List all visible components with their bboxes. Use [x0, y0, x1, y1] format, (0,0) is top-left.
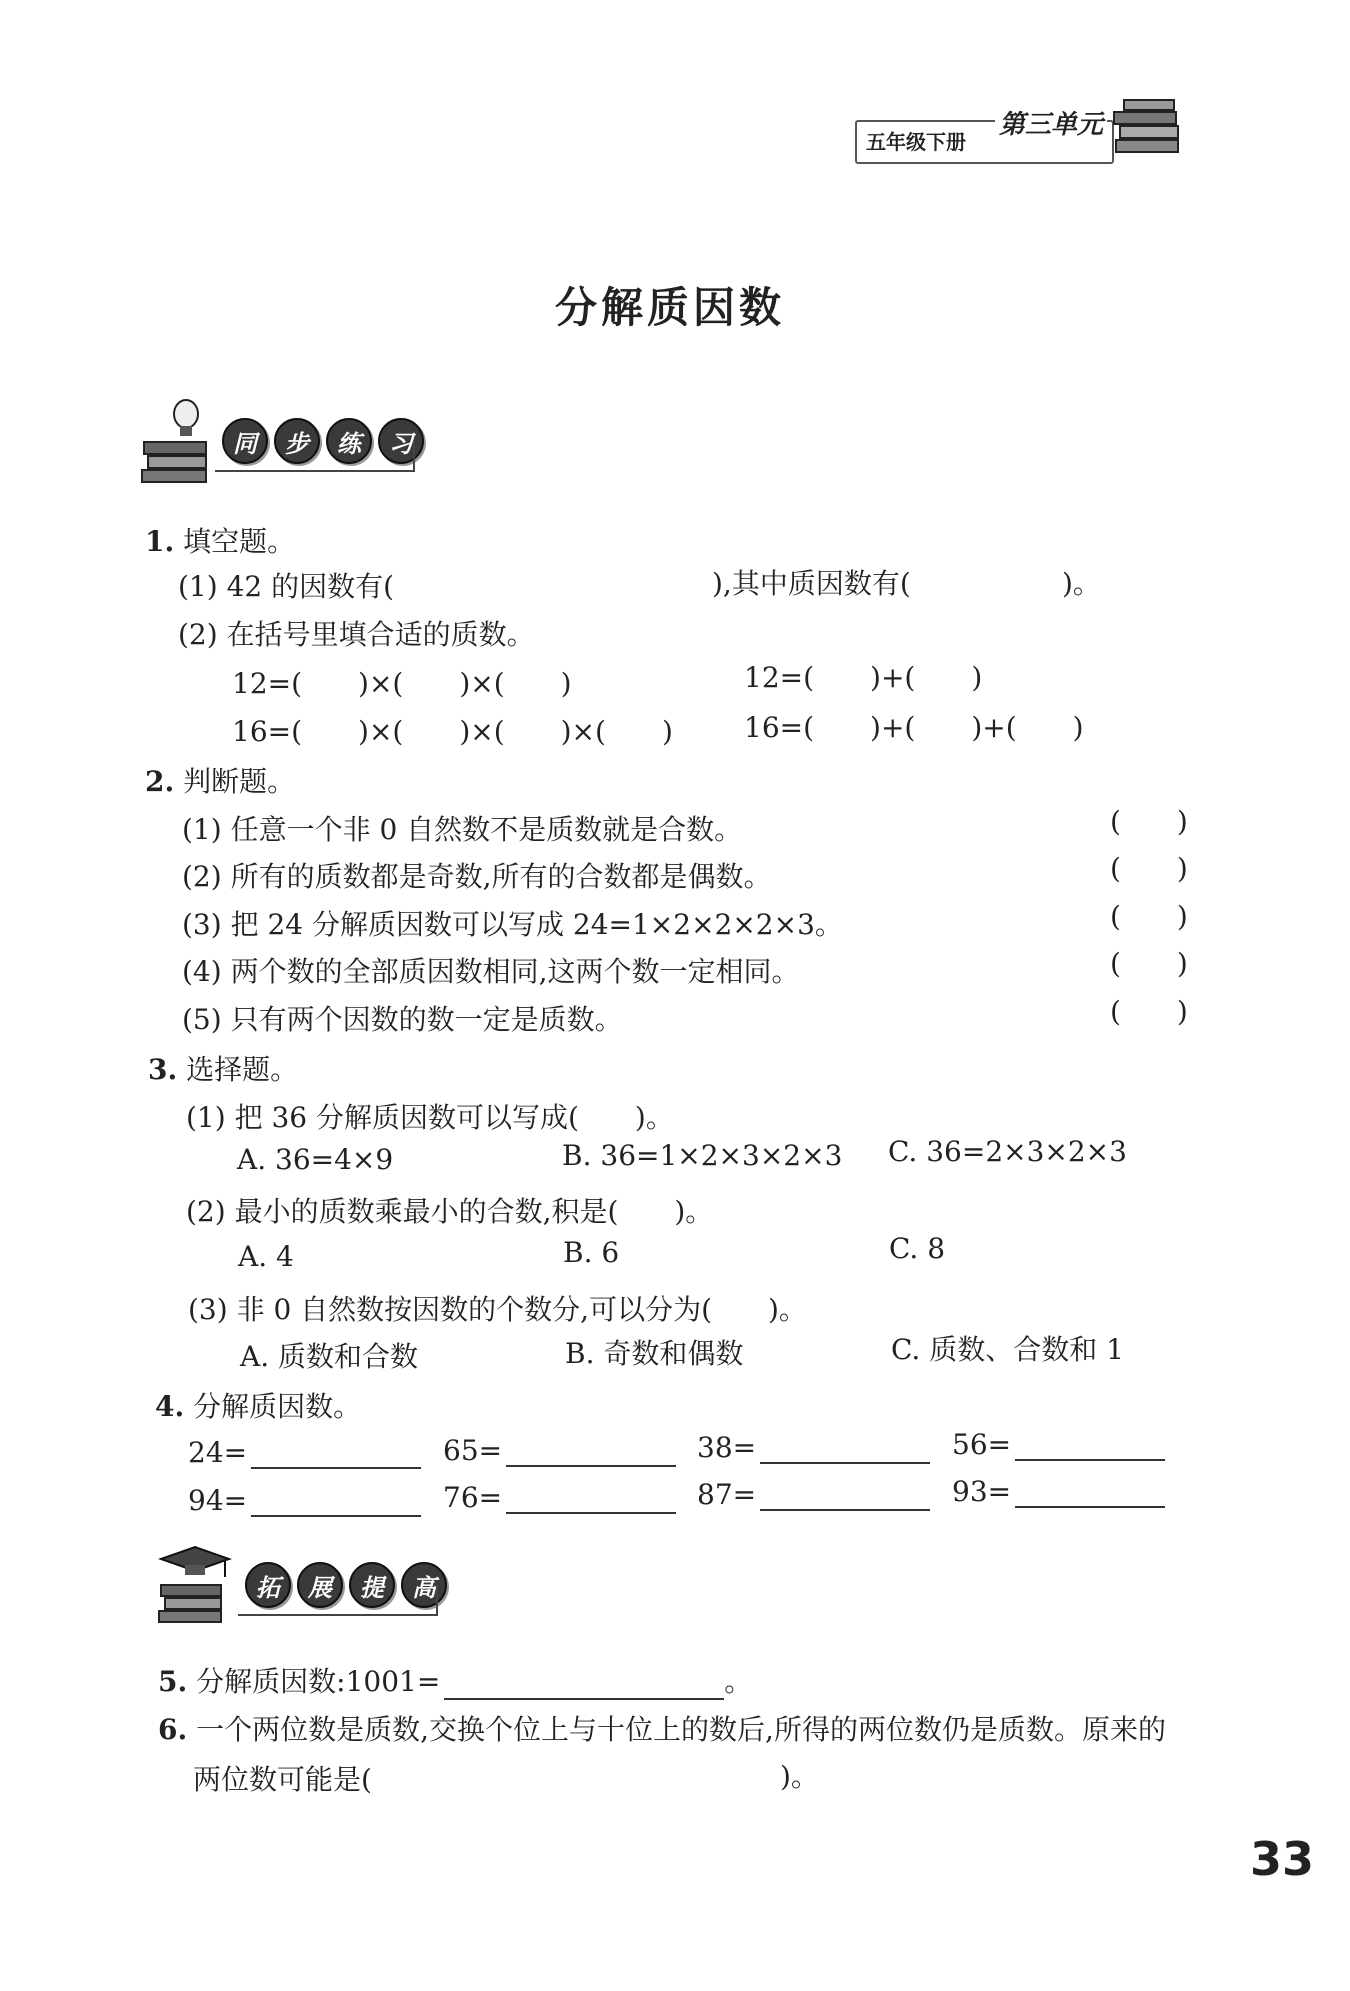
q4-expr: 24= [188, 1436, 248, 1469]
q4-item [188, 1436, 421, 1469]
page-number: 33 [1250, 1832, 1315, 1886]
q4-item [443, 1434, 676, 1467]
answer-blank[interactable] [444, 1697, 724, 1700]
answer-blank[interactable] [506, 1511, 676, 1514]
q2-heading [145, 760, 295, 800]
banner-char: 步 [274, 418, 320, 464]
q2-label: 判断题。 [183, 765, 296, 798]
banner-char: 提 [349, 1562, 395, 1608]
q3-sub3-option-b: B. 奇数和偶数 [565, 1337, 744, 1370]
header-unit: 第三单元 [995, 104, 1107, 141]
q1-part1b: ),其中质因数有( [712, 567, 911, 600]
q3-sub3-option-c: C. 质数、合数和 1 [891, 1333, 1124, 1366]
q3-sub2-option-b: B. 6 [563, 1236, 620, 1269]
q4-number: 4. [155, 1390, 185, 1423]
header-grade: 五年级下册 [866, 130, 966, 154]
banner-char: 高 [401, 1562, 447, 1608]
answer-blank[interactable] [1015, 1458, 1165, 1461]
q4-expr: 94= [188, 1484, 248, 1517]
q3-sub1-option-c: C. 36=2×3×2×3 [888, 1135, 1127, 1168]
q2-item: (2) 所有的质数都是奇数,所有的合数都是偶数。 [182, 860, 772, 893]
lamp-books-icon [140, 398, 212, 486]
q4-expr: 38= [697, 1431, 757, 1464]
q1-heading [145, 520, 295, 560]
q4-expr: 87= [697, 1478, 757, 1511]
banner-char: 展 [297, 1562, 343, 1608]
answer-blank[interactable] [760, 1461, 930, 1464]
q4-item [952, 1428, 1165, 1461]
q5-number: 5. [158, 1665, 188, 1698]
q1-label: 填空题。 [183, 525, 296, 558]
q3-sub2: (2) 最小的质数乘最小的合数,积是( )。 [186, 1195, 714, 1228]
q3-sub3-option-a: A. 质数和合数 [240, 1340, 419, 1373]
books-icon [1110, 96, 1190, 166]
q2-answer-paren: ( ) [1110, 995, 1188, 1028]
q1-part2: (2) 在括号里填合适的质数。 [178, 618, 535, 651]
q3-sub3: (3) 非 0 自然数按因数的个数分,可以分为( )。 [188, 1293, 807, 1326]
answer-blank[interactable] [251, 1514, 421, 1517]
q2-answer-paren: ( ) [1110, 900, 1188, 933]
q1-number: 1. [145, 525, 175, 558]
banner-char: 同 [222, 418, 268, 464]
answer-blank[interactable] [1015, 1505, 1165, 1508]
q4-expr: 93= [952, 1475, 1012, 1508]
banner-cap [413, 440, 415, 472]
q1-part1c: )。 [1062, 567, 1101, 600]
answer-blank[interactable] [760, 1508, 930, 1511]
q3-number: 3. [148, 1053, 178, 1086]
banner-char: 拓 [245, 1562, 291, 1608]
q2-item: (5) 只有两个因数的数一定是质数。 [182, 1003, 623, 1036]
q4-expr: 76= [443, 1481, 503, 1514]
q1-eq1: 12=( )×( )×( ) [232, 667, 572, 700]
q4-heading [155, 1385, 361, 1425]
q1-eq3: 16=( )×( )×( )×( ) [232, 715, 673, 748]
q1-part1: (1) 42 的因数有( [178, 570, 395, 603]
q4-item [697, 1431, 930, 1464]
q6-line1 [158, 1708, 1166, 1748]
q2-answer-paren: ( ) [1110, 805, 1188, 838]
q1-eq2: 12=( )+( ) [744, 661, 983, 694]
page-title: 分解质因数 [555, 283, 786, 332]
q4-item [188, 1484, 421, 1517]
answer-blank[interactable] [506, 1464, 676, 1467]
q5-end: 。 [724, 1665, 753, 1698]
banner-char: 习 [378, 418, 424, 464]
q3-sub1: (1) 把 36 分解质因数可以写成( )。 [186, 1101, 674, 1134]
banner-cap [436, 1584, 438, 1616]
banner-underline [238, 1614, 438, 1616]
q4-expr: 65= [443, 1434, 503, 1467]
banner-char: 练 [326, 418, 372, 464]
q4-item [697, 1478, 930, 1511]
q2-answer-paren: ( ) [1110, 852, 1188, 885]
q3-label: 选择题。 [186, 1053, 299, 1086]
q3-sub2-option-c: C. 8 [889, 1232, 946, 1265]
q6-line2-end: )。 [780, 1760, 819, 1793]
q4-expr: 56= [952, 1428, 1012, 1461]
graduation-books-icon [155, 1545, 235, 1625]
q1-eq4: 16=( )+( )+( ) [744, 711, 1084, 744]
q6-text: 一个两位数是质数,交换个位上与十位上的数后,所得的两位数仍是质数。原来的 [196, 1713, 1166, 1746]
q5-line [158, 1660, 752, 1700]
q3-sub2-option-a: A. 4 [238, 1240, 294, 1273]
q4-item [952, 1475, 1165, 1508]
q3-sub1-option-b: B. 36=1×2×3×2×3 [562, 1139, 843, 1172]
q2-answer-paren: ( ) [1110, 947, 1188, 980]
q6-line2: 两位数可能是( [193, 1763, 372, 1796]
q2-item: (1) 任意一个非 0 自然数不是质数就是合数。 [182, 813, 743, 846]
q2-number: 2. [145, 765, 175, 798]
q3-heading [148, 1048, 298, 1088]
answer-blank[interactable] [251, 1466, 421, 1469]
q3-sub1-option-a: A. 36=4×9 [237, 1143, 394, 1176]
banner-underline [215, 470, 415, 472]
q5-label: 分解质因数:1001= [196, 1665, 441, 1698]
q6-number: 6. [158, 1713, 188, 1746]
q4-item [443, 1481, 676, 1514]
q2-item: (4) 两个数的全部质因数相同,这两个数一定相同。 [182, 955, 800, 988]
q4-label: 分解质因数。 [193, 1390, 362, 1423]
q2-item: (3) 把 24 分解质因数可以写成 24=1×2×2×2×3。 [182, 908, 843, 941]
